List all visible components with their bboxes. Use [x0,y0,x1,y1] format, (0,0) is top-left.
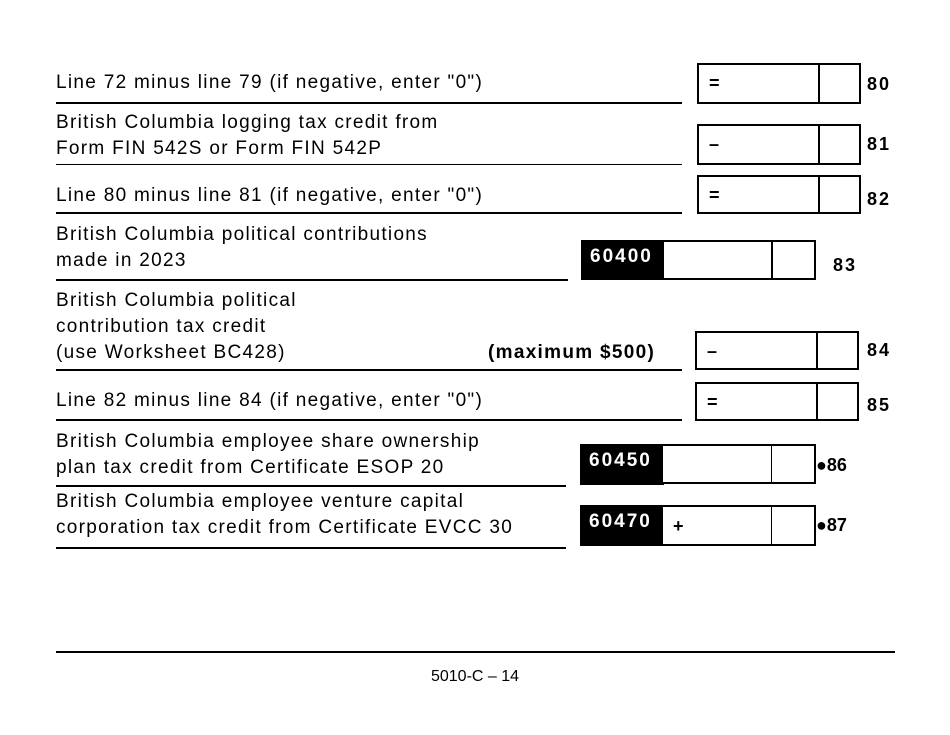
line-80-amount-field[interactable] [697,63,861,104]
footer-rule [56,651,895,653]
line-80-label: Line 72 minus line 79 (if negative, enter "0") [56,72,484,93]
line-number-87: ●87 [816,515,847,535]
line-85-label: Line 82 minus line 84 (if negative, enter "0") [56,390,484,411]
line-number-81: 81 [867,134,892,154]
line-number-86: ●86 [816,455,847,475]
divider [56,419,682,421]
divider [56,102,682,104]
divider [56,212,682,214]
line-81-label-2: Form FIN 542S or Form FIN 542P [56,138,383,159]
divider [56,279,568,281]
plus-operator: + [673,516,684,536]
line-87-label-1: British Columbia employee venture capital [56,491,465,512]
line-87-label-2: corporation tax credit from Certificate EVCC 30 [56,517,514,538]
cents-divider [818,177,820,212]
line-86-label-2: plan tax credit from Certificate ESOP 20 [56,457,445,478]
line-81-amount-field[interactable] [697,124,861,165]
line-82-amount-field[interactable] [697,175,861,214]
page-number: 5010-C – 14 [430,668,520,685]
line-86-code: 60450 [580,444,664,485]
line-84-amount-field[interactable] [695,331,859,370]
line-83-code: 60400 [581,240,666,280]
line-number-83: 83 [833,255,858,275]
cents-divider [816,333,818,368]
minus-operator: – [709,134,720,154]
divider [56,369,682,371]
minus-operator: – [707,341,718,361]
line-number-85: 85 [867,395,892,415]
line-84-maximum-note: (maximum $500) [488,342,656,363]
line-83-label-2: made in 2023 [56,250,187,271]
line-84-label-1: British Columbia political [56,290,297,311]
line-number-84: 84 [867,340,892,360]
line-86-amount-field[interactable] [663,444,816,484]
line-number-82: 82 [867,189,892,209]
line-82-label: Line 80 minus line 81 (if negative, enter "0") [56,185,484,206]
line-number-80: 80 [867,74,892,94]
line-84-label-2: contribution tax credit [56,316,267,337]
line-87-amount-field[interactable] [663,505,816,546]
line-81-label-1: British Columbia logging tax credit from [56,112,439,133]
divider [56,164,682,165]
cents-divider [816,384,818,419]
cents-divider [818,126,820,163]
line-85-amount-field[interactable] [695,382,859,421]
cents-divider [818,65,820,102]
line-87-code: 60470 [580,505,664,546]
cents-divider [771,507,772,544]
line-84-label-3: (use Worksheet BC428) [56,342,286,363]
line-86-label-1: British Columbia employee share ownership [56,431,480,452]
equals-operator: = [709,185,720,205]
cents-divider [771,446,772,482]
equals-operator: = [707,392,718,412]
equals-operator: = [709,73,720,93]
line-83-label-1: British Columbia political contributions [56,224,428,245]
divider [56,547,566,549]
line-83-amount-field[interactable] [664,240,816,280]
cents-divider [771,242,773,278]
divider [56,485,566,487]
